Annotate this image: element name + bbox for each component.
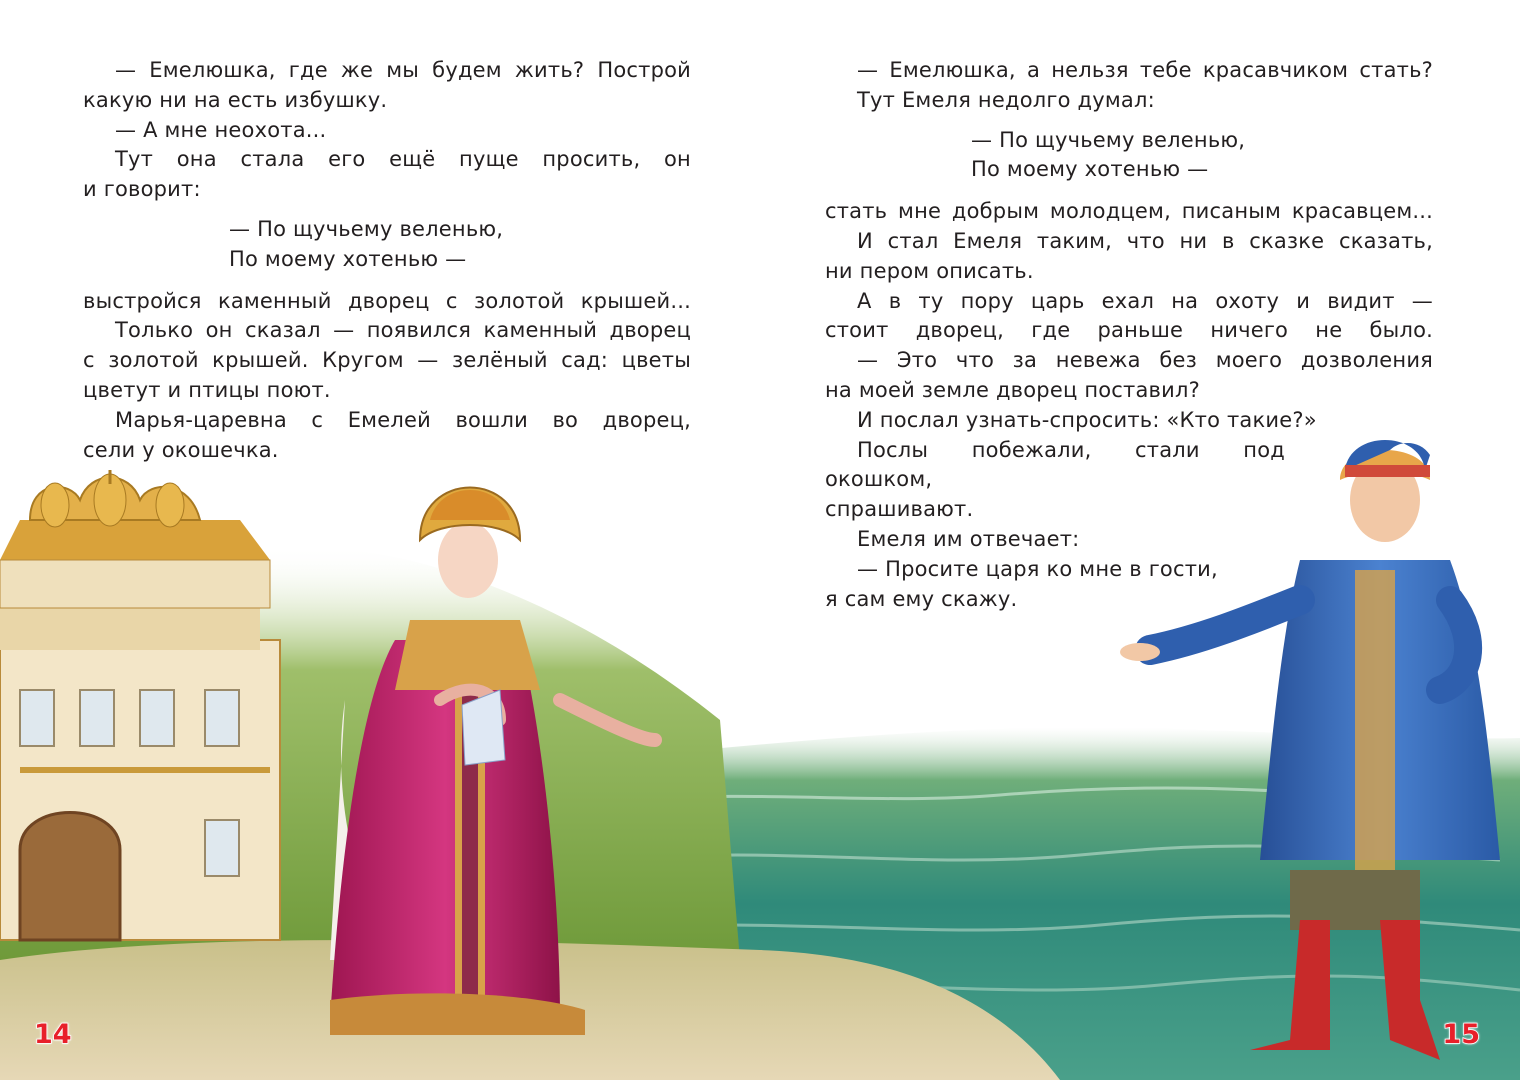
text-line: какую ни на есть избушку. — [83, 87, 388, 112]
text-line: с золотой крышей. Кругом — зелёный сад: цветы — [83, 348, 691, 373]
text-line: А в ту пору царь ехал на охоту и видит — — [857, 288, 1433, 313]
text-line: я сам ему скажу. — [825, 586, 1018, 611]
text-line: стать мне добрым молодцем, писаным красавцем... — [825, 199, 1433, 224]
text-line: цветут и птицы поют. — [83, 377, 331, 402]
text-line: — Это что за невежа без моего дозволения — [857, 348, 1433, 373]
verse-block — [825, 126, 1433, 186]
text-line: стоит дворец, где раньше ничего не было. — [825, 318, 1433, 343]
verse-line: — По щучьему веленью, — [971, 127, 1246, 152]
text-line: Емеля им отвечает: — [857, 526, 1080, 551]
right-page-text — [825, 56, 1433, 614]
text-line: ни пером описать. — [825, 258, 1034, 283]
text-line: спрашивают. — [825, 497, 974, 522]
text-line: Только он сказал — появился каменный дворец — [115, 318, 691, 343]
verse-block — [83, 215, 691, 275]
text-line: — Емелюшка, где же мы будем жить? Построй — [115, 58, 691, 82]
text-line: сели у окошечка. — [83, 437, 279, 462]
page-number-right: 15 — [1442, 1019, 1480, 1050]
text-line: Марья-царевна с Емелей вошли во дворец, — [115, 407, 691, 432]
text-line: — Емелюшка, а нельзя тебе красавчиком стать? — [857, 58, 1433, 82]
text-line: выстройся каменный дворец с золотой крышей... — [83, 288, 691, 313]
text-line: Тут она стала его ещё пуще просить, он — [115, 147, 691, 172]
text-line: на моей земле дворец поставил? — [825, 377, 1200, 402]
text-line: и говорит: — [83, 177, 201, 202]
left-page-text — [83, 56, 691, 465]
text-line: И послал узнать-спросить: «Кто такие?» — [857, 407, 1317, 432]
text-line: Послы побежали, стали под окошком, — [825, 437, 1285, 492]
text-line: И стал Емеля таким, что ни в сказке сказать, — [857, 228, 1433, 253]
verse-line: По моему хотенью — — [971, 157, 1209, 182]
verse-line: По моему хотенью — — [229, 246, 467, 271]
verse-line: — По щучьему веленью, — [229, 216, 504, 241]
text-line: — Просите царя ко мне в гости, — [857, 556, 1218, 581]
text-line: — А мне неохота... — [115, 117, 327, 142]
page-number-left: 14 — [34, 1019, 72, 1050]
palace-icon — [0, 470, 280, 940]
text-line: Тут Емеля недолго думал: — [857, 87, 1155, 112]
